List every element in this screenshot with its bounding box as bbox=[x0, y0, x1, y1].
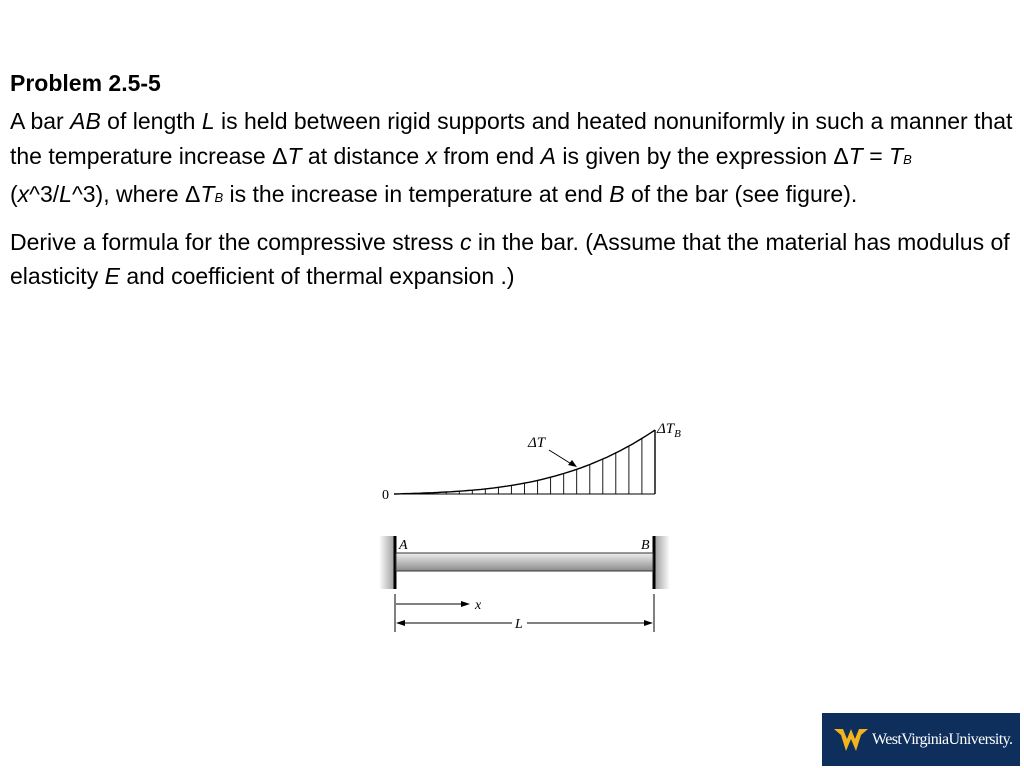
delta-t-leader-line bbox=[549, 450, 573, 465]
l-dimension-right-arrowhead bbox=[644, 620, 653, 626]
temperature-distribution bbox=[382, 421, 681, 503]
bar-temperature-figure bbox=[370, 410, 710, 640]
x-label: x bbox=[475, 598, 482, 613]
l-label: L bbox=[515, 617, 523, 632]
left-support-shading bbox=[379, 536, 395, 589]
x-dimension-arrowhead bbox=[461, 601, 470, 607]
problem-statement: A bar AB of length L is held between rigid supports and heated nonuniformly in such a manner that the temperature increase ΔT at distance x from end A is given by the expression ΔT = TB (x^3/L^3), where ΔTB is the increase in temperature at end B of the bar (see figure). bbox=[10, 108, 1013, 207]
right-support-shading bbox=[654, 536, 670, 589]
zero-label: 0 bbox=[382, 488, 389, 503]
slide-content bbox=[10, 66, 1014, 303]
wvu-flying-wv-icon bbox=[834, 727, 868, 753]
delta-t-label: ΔT bbox=[528, 435, 546, 451]
problem-title: Problem 2.5-5 bbox=[10, 70, 161, 96]
bar-ab bbox=[396, 553, 653, 571]
end-a-label: A bbox=[399, 538, 408, 553]
figure-svg bbox=[370, 410, 710, 640]
problem-task: Derive a formula for the compressive stress c in the bar. (Assume that the material has modulus of elasticity E and coefficient of thermal expansion .) bbox=[10, 228, 1010, 289]
end-b-label: B bbox=[641, 538, 650, 553]
l-dimension-left-arrowhead bbox=[396, 620, 405, 626]
wvu-logo-text: WestVirginiaUniversity. bbox=[872, 730, 1013, 748]
dimension-lines bbox=[395, 594, 654, 632]
bar-assembly bbox=[379, 536, 670, 589]
delta-tb-label: $\Delta T_B$ bbox=[657, 421, 681, 440]
temperature-hatching bbox=[407, 438, 642, 494]
delta-t-leader-arrowhead bbox=[568, 460, 577, 467]
wvu-logo bbox=[822, 713, 1020, 766]
